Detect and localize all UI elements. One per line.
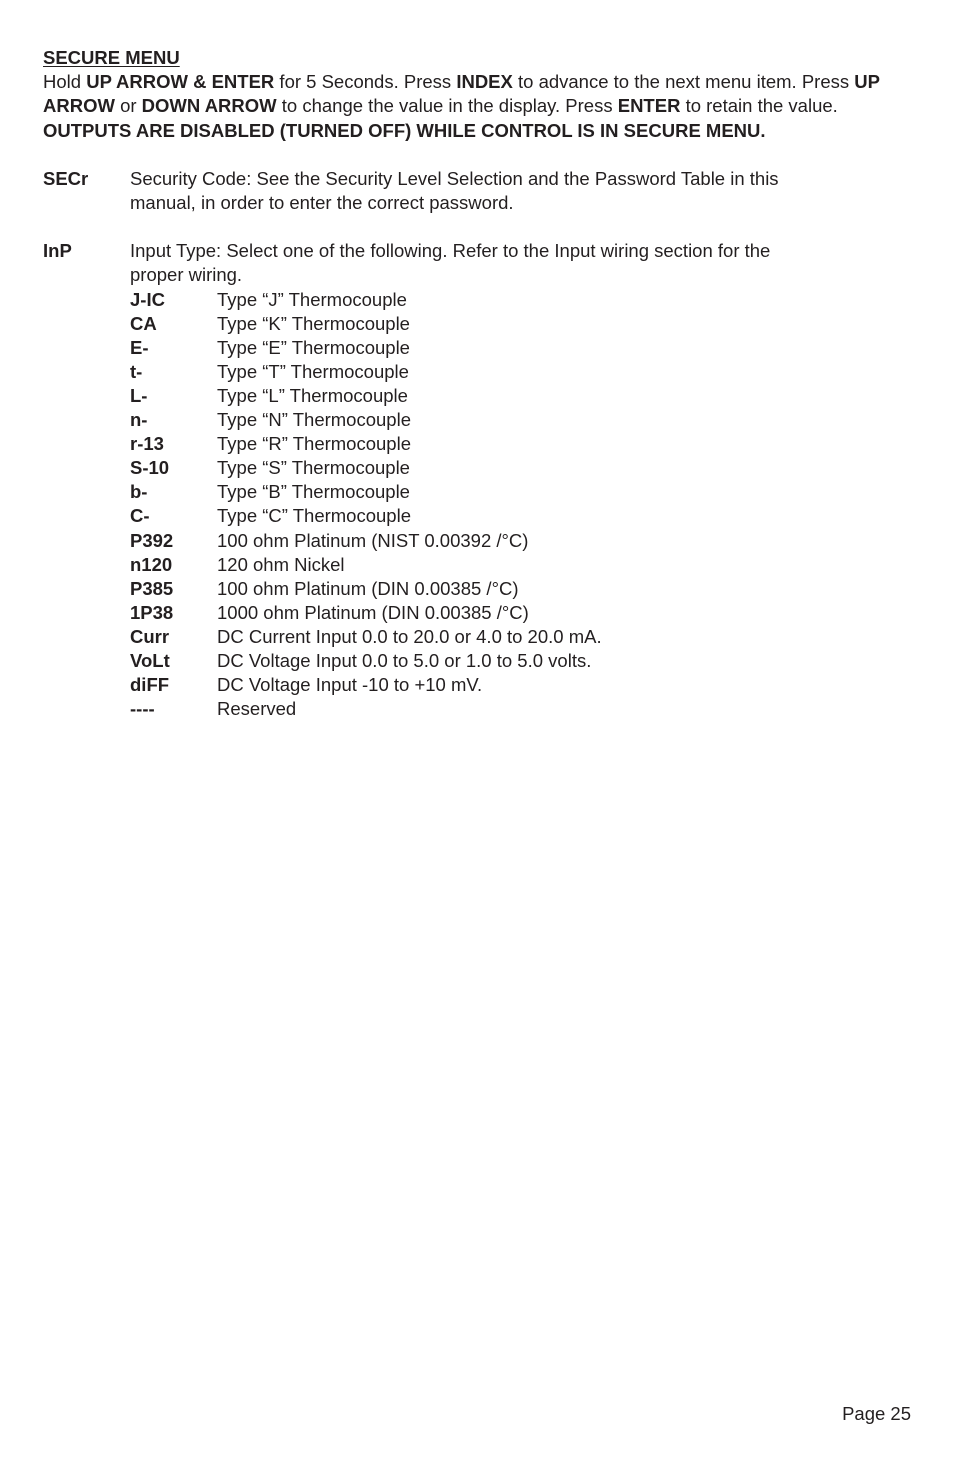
input-type-row [130, 384, 923, 408]
input-type-row [130, 504, 923, 528]
intro-text: for 5 Seconds. Press [274, 71, 457, 93]
intro-key-down-arrow: DOWN ARROW [141, 95, 277, 117]
input-type-description: 1000 ohm Platinum (DIN 0.00385 /°C) [217, 601, 529, 623]
input-type-code: CA [130, 312, 157, 334]
input-type-description: Type “C” Thermocouple [217, 505, 411, 527]
input-type-row [130, 649, 923, 673]
page-number: Page 25 [842, 1403, 911, 1424]
input-type-code: n- [130, 409, 148, 431]
input-type-code: VoLt [130, 650, 170, 672]
intro-text: to change the value in the display. Press [276, 95, 618, 117]
input-type-row [130, 288, 923, 312]
input-type-row [130, 673, 923, 697]
input-type-description: DC Current Input 0.0 to 20.0 or 4.0 to 20.0 mA. [217, 625, 602, 647]
input-type-description: DC Voltage Input 0.0 to 5.0 or 1.0 to 5.0 volts. [217, 650, 592, 672]
intro-text: to advance to the next menu item. Press [512, 71, 855, 93]
intro-text: to retain the value. [680, 95, 838, 117]
intro-text: Hold [43, 71, 87, 93]
input-type-description: Type “N” Thermocouple [217, 409, 411, 431]
document-page [43, 46, 923, 721]
input-type-code: diFF [130, 674, 170, 696]
input-type-code: 1P38 [130, 601, 174, 623]
input-type-code: ---- [130, 698, 155, 720]
input-type-code: J-IC [130, 288, 165, 310]
input-type-description: Type “L” Thermocouple [217, 385, 408, 406]
input-type-code: Curr [130, 625, 170, 647]
input-type-row [130, 625, 923, 649]
input-type-code: t- [130, 360, 143, 382]
param-code: InP [43, 240, 72, 262]
input-type-row [130, 360, 923, 384]
input-type-row [130, 312, 923, 336]
input-type-code: P385 [130, 577, 174, 599]
input-type-description: Type “R” Thermocouple [217, 433, 411, 455]
input-type-description: Reserved [217, 698, 297, 720]
input-type-code: C- [130, 505, 150, 527]
input-type-code: b- [130, 481, 148, 503]
section-heading: SECURE MENU [43, 47, 180, 68]
input-type-row [130, 577, 923, 601]
input-type-code: n120 [130, 553, 173, 575]
input-type-code: S-10 [130, 457, 170, 479]
input-type-description: Type “K” Thermocouple [217, 312, 410, 334]
input-type-row [130, 697, 923, 721]
input-type-description: Type “S” Thermocouple [217, 457, 410, 479]
input-type-description: Type “T” Thermocouple [217, 360, 409, 382]
input-type-row [130, 336, 923, 360]
input-type-code: E- [130, 336, 149, 358]
param-inp [43, 239, 923, 287]
intro-key-up-arrow: UP ARROW [43, 71, 880, 117]
intro-key-enter: ENTER [617, 95, 681, 117]
param-description: Input Type: Select one of the following. Refer to the Input wiring section for the proper wiring. [130, 240, 771, 286]
param-code: SECr [43, 167, 89, 189]
param-description: Security Code: See the Security Level Selection and the Password Table in this manual, in order to enter the correct password. [130, 167, 779, 214]
input-type-description: 120 ohm Nickel [217, 553, 345, 575]
intro-paragraph [43, 70, 923, 143]
input-type-row [130, 553, 923, 577]
input-type-row [130, 408, 923, 432]
param-secr [43, 167, 923, 215]
input-type-description: Type “J” Thermocouple [217, 288, 407, 310]
input-type-description: Type “E” Thermocouple [217, 336, 410, 358]
input-type-row [130, 432, 923, 456]
intro-warning: OUTPUTS ARE DISABLED (TURNED OFF) WHILE CONTROL IS IN SECURE MENU. [43, 119, 766, 141]
input-type-description: Type “B” Thermocouple [217, 481, 410, 503]
intro-key-index: INDEX [456, 71, 513, 93]
intro-key-up-enter: UP ARROW & ENTER [86, 71, 275, 93]
intro-text: or [114, 95, 142, 117]
input-type-list [130, 288, 923, 722]
input-type-code: L- [130, 385, 148, 406]
input-type-description: DC Voltage Input -10 to +10 mV. [217, 674, 483, 696]
input-type-description: 100 ohm Platinum (NIST 0.00392 /°C) [217, 529, 529, 551]
input-type-row [130, 456, 923, 480]
input-type-description: 100 ohm Platinum (DIN 0.00385 /°C) [217, 577, 519, 599]
input-type-row [130, 601, 923, 625]
input-type-code: P392 [130, 529, 174, 551]
input-type-code: r-13 [130, 433, 164, 455]
input-type-row [130, 480, 923, 504]
input-type-row [130, 529, 923, 553]
